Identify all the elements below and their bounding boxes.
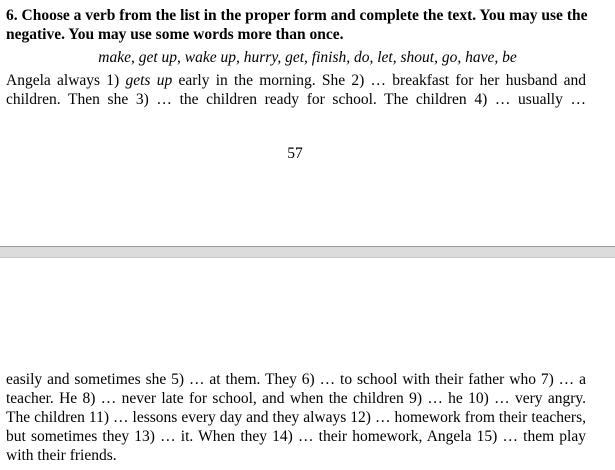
exercise-paragraph-continuation: easily and sometimes she 5) … at them. They 6) … to school with their father who 7) … a teacher. He 8) … never late for school, and when the children 9) … he 10) … very angry. The children 11) … lessons every day and they always 12) … homework from their teachers, but sometimes they 13) … it. When they 14) … their homework, Angela 15) … them play with their friends. <box>6 371 586 464</box>
paragraph-text-after-example: early in the morning. She 2) … breakfast for her husband and children. Then she 3) … the children ready for school. The children 4) … usually … <box>6 72 587 108</box>
page-separator <box>0 246 615 258</box>
exercise-heading: 6. Choose a verb from the list in the proper form and complete the text. You may use the negative. You may use some words more than once. <box>6 7 588 43</box>
example-answer: gets up <box>125 72 173 89</box>
verb-word-list: make, get up, wake up, hurry, get, finish, do, let, shout, go, have, be <box>98 49 517 66</box>
exercise-paragraph-start <box>6 71 586 109</box>
paragraph-text-before-example: Angela always 1) <box>6 72 126 89</box>
page-number: 57 <box>287 145 303 162</box>
